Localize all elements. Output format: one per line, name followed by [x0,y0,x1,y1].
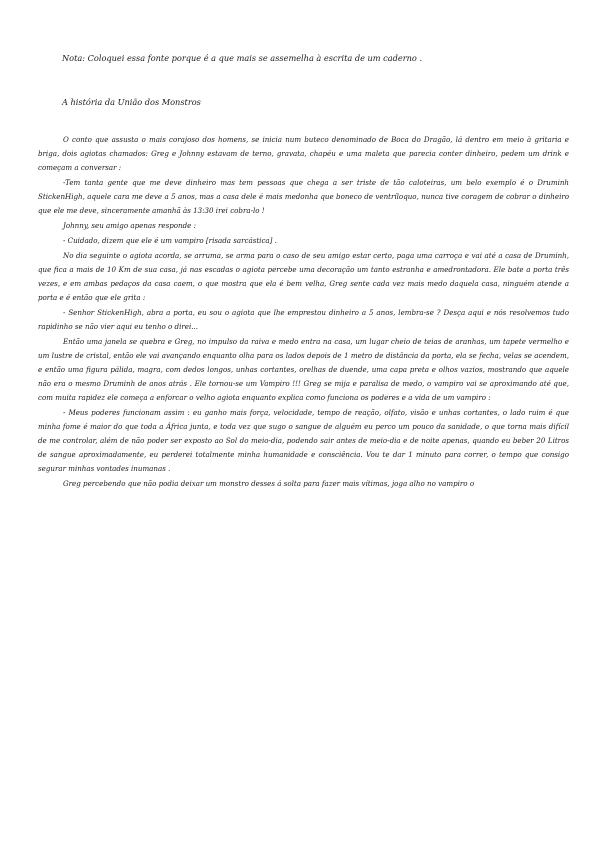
paragraph: Então uma janela se quebra e Greg, no impulso da raiva e medo entra na casa, um lugar cheio de teias de aranhas, um tapete vermelho e um lustre de cristal, então ele vai avançando enquanto olha para os lados depois de 1 metro de distância da porta, ela se fecha, velas se acendem, e então uma figura pálida, magra, com dedos longos, unhas cortantes, orelhas de duende, uma capa preta e olhos vazios, mostrando que aquele não era o mesmo Druminh de anos atrás . Ele tornou-se um Vampiro !!! Greg se mija e paralisa de medo, o vampiro vai se aproximando até que, com muita rapidez ele começa a enforcar o velho agiota enquanto explica como funciona os poderes e a vida de um vampiro : [38,337,569,402]
paragraph: - Meus poderes funcionam assim : eu ganho mais força, velocidade, tempo de reação, olfato, visão e unhas cortantes, o lado ruim é que minha fome é maior do que toda a África junta, e toda vez que sugo o sangue de alguém eu perco um pouco da sanidade, o que torna mais difícil de me controlar, além de não poder ser exposto ao Sol do meio-dia, podendo sair antes de meio-dia e de noite apenas, quando eu beber 20 Litros de sangue aproximadamente, eu perderei totalmente minha humanidade e consciência. Vou te dar 1 minuto para correr, o tempo que consigo segurar minhas vontades inumanas . [38,408,569,473]
paragraph: Johnny, seu amigo apenas responde : [63,221,197,230]
paragraph: - Senhor StickenHigh, abra a porta, eu sou o agiota que lhe emprestou dinheiro a 5 anos, lembra-se ? Desça aqui e nós resolvemos tudo rapidinho se não vier aqui eu tenho o direi... [38,308,569,331]
paragraph: - Cuidado, dizem que ele é um vampiro [risada sarcástica] . [63,236,277,245]
story-title: A história da União dos Monstros [62,97,201,107]
story-body [38,133,569,491]
paragraph: O conto que assusta o mais corajoso dos homens, se inicia num buteco denominado de Boca do Dragão, lá dentro em meio à gritaria e briga, dois agiotas chamados: Greg e Johnny estavam de terno, gravata, chapéu e uma maleta que parecia conter dinheiro, pedem um drink e começam a conversar : [38,135,569,172]
paragraph: Greg percebendo que não podia deixar um monstro desses á solta para fazer mais vítimas, joga alho no vampiro o [63,479,475,488]
author-note: Nota: Coloquei essa fonte porque é a que mais se assemelha à escrita de um caderno . [62,53,423,63]
paragraph: No dia seguinte o agiota acorda, se arruma, se arma para o caso de seu amigo estar certo, paga uma carroça e vai até a casa de Druminh, que fica a mais de 10 Km de sua casa, já nas escadas o agiota percebe uma decoração um tanto estranha e amedrontadora. Ele bate a porta três vezes, e em ambas pedaços da casa caem, o que mostra que ela é bem velha, Greg sente cada vez mais medo daquela casa, ninguém atende a porta e é então que ele grita : [38,251,569,302]
paragraph: -Tem tanta gente que me deve dinheiro mas tem pessoas que chega a ser triste de tão caloteiras, um belo exemplo é o Druminh StickenHigh, aquele cara me deve a 5 anos, mas a casa dele é mais medonha que boneco de ventríloquo, nunca tive coragem de cobrar o dinheiro que ele me deve, sinceramente amanhã às 13:30 irei cobra-lo ! [38,178,569,215]
